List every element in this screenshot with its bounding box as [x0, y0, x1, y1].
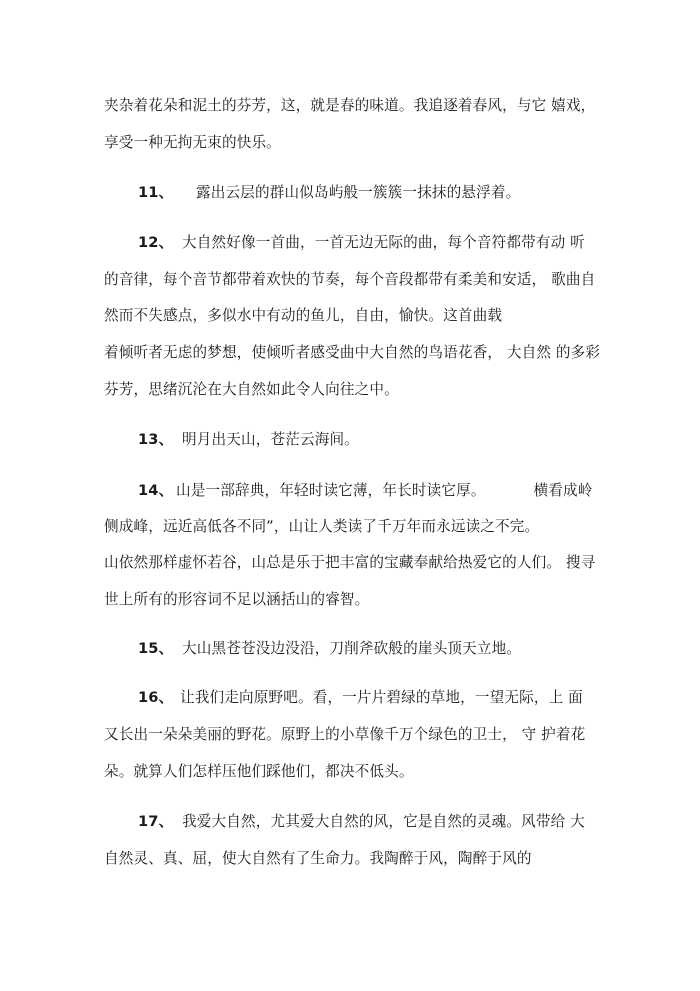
text-line: 享受一种无拘无束的快乐。 — [104, 134, 281, 151]
text-line: 让我们走向原野吧。看，一片片碧绿的草地，一望无际，上 面 — [180, 689, 583, 706]
text-line: 大自然好像一首曲，一首无边无际的曲，每个音符都带有动 听 — [182, 234, 585, 251]
item-number: 13、 — [138, 431, 174, 448]
text-line: 的音律，每个音节都带着欢快的节奏，每个音段都带有柔美和安适， 歌曲自 — [104, 271, 596, 288]
text-line: 我爱大自然，尤其爱大自然的风，它是自然的灵魂。风带给 大 — [182, 813, 585, 830]
text-line: 夹杂着花朵和泥土的芬芳，这，就是春的味道。我追逐着春风，与它 嬉戏， — [104, 97, 596, 114]
text-line: 自然灵、真、屈，使大自然有了生命力。我陶醉于风，陶醉于风的 — [104, 850, 532, 867]
item-number: 12、 — [138, 234, 174, 251]
text-line: 侧成峰，远近高低各不同”，山让人类读了千万年而永远读之不完。 — [104, 518, 540, 535]
text-line: 山是一部辞典，年轻时读它薄，年长时读它厚。 横看成岭 — [176, 482, 593, 499]
text-line: 然而不失感点，多似水中有动的鱼儿，自由，愉快。这首曲载 — [104, 307, 503, 324]
item-number: 17、 — [138, 813, 174, 830]
item-number: 16、 — [138, 689, 174, 706]
text-line: 山依然那样虚怀若谷，山总是乐于把丰富的宝藏奉献给热爱它的人们。 搜寻 — [104, 554, 596, 571]
text-line: 又长出一朵朵美丽的野花。原野上的小草像千万个绿色的卫士， 守 护着花 — [104, 726, 586, 743]
text-line: 大山黑苍苍没边没沿，刀削斧砍般的崖头顶天立地。 — [182, 640, 522, 657]
text-line: 朵。就算人们怎样压他们踩他们，都决不低头。 — [104, 763, 414, 780]
text-line: 明月出天山，苍茫云海间。 — [182, 431, 359, 448]
text-line: 着倾听者无虑的梦想，使倾听者感受曲中大自然的鸟语花香， 大自然 的多彩 — [104, 344, 601, 361]
item-number: 11、 — [138, 184, 174, 201]
text-line: 露出云层的群山似岛屿般一簇簇一抹抹的悬浮着。 — [196, 184, 521, 201]
item-number: 14、 — [138, 482, 174, 499]
item-number: 15、 — [138, 640, 174, 657]
text-line: 芬芳，思绪沉沦在大自然如此令人向往之中。 — [104, 381, 399, 398]
text-line: 世上所有的形容词不足以涵括山的睿智。 — [104, 591, 370, 608]
